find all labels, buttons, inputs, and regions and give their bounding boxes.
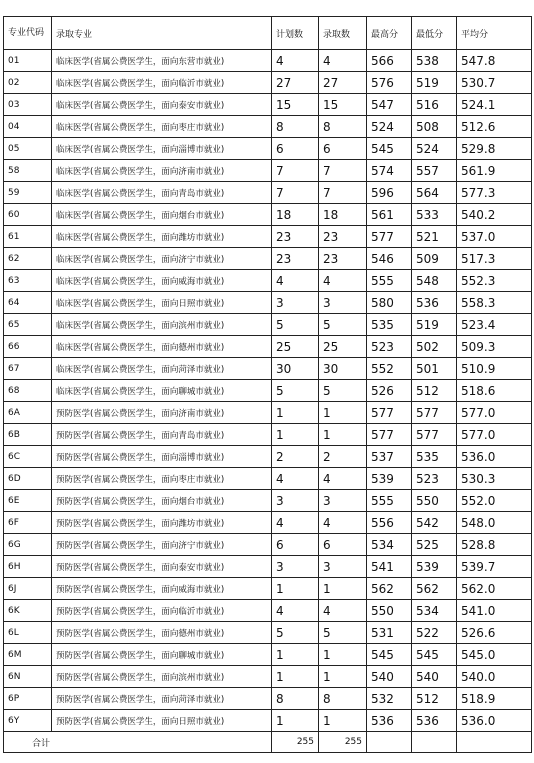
cell-code: 03 [4, 94, 52, 116]
cell-avg: 509.3 [457, 336, 532, 358]
cell-admitted: 5 [319, 622, 367, 644]
table-row [4, 446, 532, 468]
cell-admitted: 1 [319, 644, 367, 666]
table-row [4, 512, 532, 534]
cell-plan: 5 [272, 380, 319, 402]
table-row [4, 644, 532, 666]
cell-major: 预防医学(省属公费医学生，面向威海市就业) [52, 578, 272, 600]
cell-min: 522 [412, 622, 457, 644]
header-plan: 计划数 [272, 17, 319, 50]
cell-max: 536 [367, 710, 412, 732]
cell-max: 574 [367, 160, 412, 182]
cell-min: 535 [412, 446, 457, 468]
cell-code: 6C [4, 446, 52, 468]
cell-code: 6H [4, 556, 52, 578]
cell-code: 59 [4, 182, 52, 204]
table-row [4, 182, 532, 204]
cell-avg: 558.3 [457, 292, 532, 314]
table-row [4, 490, 532, 512]
cell-admitted: 7 [319, 182, 367, 204]
cell-min: 548 [412, 270, 457, 292]
admission-scores-table [3, 16, 532, 753]
table-row [4, 314, 532, 336]
cell-code: 65 [4, 314, 52, 336]
cell-code: 63 [4, 270, 52, 292]
cell-major: 临床医学(省属公费医学生，面向日照市就业) [52, 292, 272, 314]
cell-admitted: 1 [319, 402, 367, 424]
cell-plan: 8 [272, 688, 319, 710]
cell-major: 预防医学(省属公费医学生，面向德州市就业) [52, 622, 272, 644]
table-row [4, 226, 532, 248]
cell-major: 临床医学(省属公费医学生，面向德州市就业) [52, 336, 272, 358]
cell-code: 01 [4, 50, 52, 72]
cell-avg: 545.0 [457, 644, 532, 666]
cell-admitted: 7 [319, 160, 367, 182]
cell-plan: 23 [272, 248, 319, 270]
cell-max: 523 [367, 336, 412, 358]
cell-plan: 4 [272, 270, 319, 292]
cell-code: 66 [4, 336, 52, 358]
cell-min: 545 [412, 644, 457, 666]
cell-max: 541 [367, 556, 412, 578]
cell-max: 539 [367, 468, 412, 490]
table-row [4, 534, 532, 556]
cell-plan: 8 [272, 116, 319, 138]
cell-plan: 2 [272, 446, 319, 468]
cell-plan: 4 [272, 512, 319, 534]
total-plan: 255 [272, 732, 319, 753]
cell-code: 6P [4, 688, 52, 710]
cell-admitted: 3 [319, 292, 367, 314]
admission-table-container [3, 16, 532, 753]
cell-max: 566 [367, 50, 412, 72]
header-min: 最低分 [412, 17, 457, 50]
cell-max: 580 [367, 292, 412, 314]
table-row [4, 556, 532, 578]
cell-major: 预防医学(省属公费医学生，面向枣庄市就业) [52, 468, 272, 490]
cell-major: 临床医学(省属公费医学生，面向济南市就业) [52, 160, 272, 182]
cell-max: 561 [367, 204, 412, 226]
cell-min: 538 [412, 50, 457, 72]
cell-max: 577 [367, 424, 412, 446]
header-avg: 平均分 [457, 17, 532, 50]
header-code: 专业代码 [4, 17, 52, 50]
cell-avg: 510.9 [457, 358, 532, 380]
cell-admitted: 1 [319, 666, 367, 688]
cell-code: 68 [4, 380, 52, 402]
cell-major: 临床医学(省属公费医学生，面向东营市就业) [52, 50, 272, 72]
cell-major: 临床医学(省属公费医学生，面向烟台市就业) [52, 204, 272, 226]
cell-admitted: 27 [319, 72, 367, 94]
cell-max: 545 [367, 138, 412, 160]
cell-avg: 547.8 [457, 50, 532, 72]
cell-plan: 7 [272, 160, 319, 182]
cell-major: 预防医学(省属公费医学生，面向青岛市就业) [52, 424, 272, 446]
cell-min: 539 [412, 556, 457, 578]
cell-plan: 1 [272, 402, 319, 424]
cell-code: 6J [4, 578, 52, 600]
cell-code: 6Y [4, 710, 52, 732]
cell-code: 04 [4, 116, 52, 138]
table-header-row [4, 17, 532, 50]
cell-admitted: 15 [319, 94, 367, 116]
cell-code: 6K [4, 600, 52, 622]
cell-max: 552 [367, 358, 412, 380]
cell-admitted: 1 [319, 424, 367, 446]
cell-min: 577 [412, 402, 457, 424]
cell-min: 562 [412, 578, 457, 600]
cell-major: 预防医学(省属公费医学生，面向淄博市就业) [52, 446, 272, 468]
cell-avg: 536.0 [457, 446, 532, 468]
total-row [4, 732, 532, 753]
cell-admitted: 25 [319, 336, 367, 358]
cell-avg: 536.0 [457, 710, 532, 732]
cell-major: 临床医学(省属公费医学生，面向淄博市就业) [52, 138, 272, 160]
cell-avg: 562.0 [457, 578, 532, 600]
cell-avg: 548.0 [457, 512, 532, 534]
cell-major: 临床医学(省属公费医学生，面向滨州市就业) [52, 314, 272, 336]
table-row [4, 336, 532, 358]
cell-min: 516 [412, 94, 457, 116]
table-row [4, 248, 532, 270]
table-row [4, 666, 532, 688]
cell-admitted: 23 [319, 248, 367, 270]
cell-max: 577 [367, 226, 412, 248]
table-row [4, 578, 532, 600]
cell-avg: 577.3 [457, 182, 532, 204]
cell-code: 6M [4, 644, 52, 666]
cell-code: 6E [4, 490, 52, 512]
cell-major: 临床医学(省属公费医学生，面向枣庄市就业) [52, 116, 272, 138]
cell-major: 临床医学(省属公费医学生，面向聊城市就业) [52, 380, 272, 402]
cell-max: 562 [367, 578, 412, 600]
table-row [4, 688, 532, 710]
total-empty-max [367, 732, 412, 753]
table-row [4, 600, 532, 622]
table-row [4, 358, 532, 380]
cell-admitted: 4 [319, 50, 367, 72]
cell-major: 临床医学(省属公费医学生，面向临沂市就业) [52, 72, 272, 94]
cell-min: 501 [412, 358, 457, 380]
cell-plan: 3 [272, 292, 319, 314]
cell-max: 577 [367, 402, 412, 424]
cell-max: 555 [367, 490, 412, 512]
total-empty-min [412, 732, 457, 753]
cell-max: 535 [367, 314, 412, 336]
cell-major: 预防医学(省属公费医学生，面向滨州市就业) [52, 666, 272, 688]
cell-admitted: 1 [319, 578, 367, 600]
cell-min: 508 [412, 116, 457, 138]
cell-major: 临床医学(省属公费医学生，面向威海市就业) [52, 270, 272, 292]
cell-admitted: 5 [319, 380, 367, 402]
cell-admitted: 3 [319, 556, 367, 578]
cell-max: 555 [367, 270, 412, 292]
total-admitted: 255 [319, 732, 367, 753]
cell-min: 557 [412, 160, 457, 182]
cell-major: 临床医学(省属公费医学生，面向潍坊市就业) [52, 226, 272, 248]
cell-plan: 23 [272, 226, 319, 248]
cell-plan: 1 [272, 424, 319, 446]
table-row [4, 72, 532, 94]
cell-max: 546 [367, 248, 412, 270]
cell-plan: 30 [272, 358, 319, 380]
cell-plan: 5 [272, 314, 319, 336]
table-row [4, 402, 532, 424]
cell-max: 537 [367, 446, 412, 468]
cell-min: 542 [412, 512, 457, 534]
cell-code: 64 [4, 292, 52, 314]
cell-plan: 4 [272, 50, 319, 72]
cell-avg: 530.7 [457, 72, 532, 94]
cell-major: 预防医学(省属公费医学生，面向聊城市就业) [52, 644, 272, 666]
cell-min: 533 [412, 204, 457, 226]
cell-avg: 577.0 [457, 402, 532, 424]
cell-major: 预防医学(省属公费医学生，面向日照市就业) [52, 710, 272, 732]
cell-code: 6L [4, 622, 52, 644]
cell-plan: 7 [272, 182, 319, 204]
cell-max: 540 [367, 666, 412, 688]
table-row [4, 270, 532, 292]
cell-min: 577 [412, 424, 457, 446]
header-max: 最高分 [367, 17, 412, 50]
cell-min: 519 [412, 314, 457, 336]
cell-code: 60 [4, 204, 52, 226]
cell-plan: 4 [272, 600, 319, 622]
cell-admitted: 1 [319, 710, 367, 732]
cell-avg: 537.0 [457, 226, 532, 248]
cell-code: 67 [4, 358, 52, 380]
cell-max: 550 [367, 600, 412, 622]
cell-avg: 518.6 [457, 380, 532, 402]
table-row [4, 424, 532, 446]
cell-admitted: 30 [319, 358, 367, 380]
cell-code: 62 [4, 248, 52, 270]
cell-admitted: 3 [319, 490, 367, 512]
cell-admitted: 2 [319, 446, 367, 468]
cell-admitted: 6 [319, 534, 367, 556]
table-row [4, 160, 532, 182]
cell-plan: 27 [272, 72, 319, 94]
cell-major: 临床医学(省属公费医学生，面向济宁市就业) [52, 248, 272, 270]
cell-avg: 552.0 [457, 490, 532, 512]
cell-avg: 517.3 [457, 248, 532, 270]
cell-max: 534 [367, 534, 412, 556]
cell-plan: 1 [272, 666, 319, 688]
cell-plan: 15 [272, 94, 319, 116]
cell-admitted: 23 [319, 226, 367, 248]
cell-min: 523 [412, 468, 457, 490]
cell-avg: 526.6 [457, 622, 532, 644]
cell-max: 547 [367, 94, 412, 116]
cell-major: 预防医学(省属公费医学生，面向潍坊市就业) [52, 512, 272, 534]
cell-admitted: 6 [319, 138, 367, 160]
cell-max: 545 [367, 644, 412, 666]
cell-code: 6B [4, 424, 52, 446]
cell-min: 502 [412, 336, 457, 358]
cell-plan: 1 [272, 644, 319, 666]
cell-admitted: 5 [319, 314, 367, 336]
cell-code: 6F [4, 512, 52, 534]
cell-min: 524 [412, 138, 457, 160]
cell-max: 596 [367, 182, 412, 204]
cell-avg: 524.1 [457, 94, 532, 116]
cell-avg: 523.4 [457, 314, 532, 336]
cell-max: 526 [367, 380, 412, 402]
cell-max: 532 [367, 688, 412, 710]
header-major: 录取专业 [52, 17, 272, 50]
cell-avg: 540.2 [457, 204, 532, 226]
cell-admitted: 4 [319, 600, 367, 622]
header-admitted: 录取数 [319, 17, 367, 50]
cell-major: 预防医学(省属公费医学生，面向济南市就业) [52, 402, 272, 424]
cell-code: 6D [4, 468, 52, 490]
cell-admitted: 18 [319, 204, 367, 226]
cell-min: 550 [412, 490, 457, 512]
total-label: 合计 [4, 732, 272, 753]
cell-avg: 541.0 [457, 600, 532, 622]
cell-max: 556 [367, 512, 412, 534]
cell-major: 临床医学(省属公费医学生，面向青岛市就业) [52, 182, 272, 204]
cell-avg: 528.8 [457, 534, 532, 556]
cell-min: 534 [412, 600, 457, 622]
cell-plan: 25 [272, 336, 319, 358]
cell-avg: 512.6 [457, 116, 532, 138]
cell-max: 576 [367, 72, 412, 94]
cell-admitted: 4 [319, 512, 367, 534]
cell-admitted: 8 [319, 688, 367, 710]
cell-major: 预防医学(省属公费医学生，面向济宁市就业) [52, 534, 272, 556]
cell-avg: 529.8 [457, 138, 532, 160]
cell-plan: 6 [272, 534, 319, 556]
cell-admitted: 8 [319, 116, 367, 138]
cell-min: 521 [412, 226, 457, 248]
cell-min: 540 [412, 666, 457, 688]
cell-major: 临床医学(省属公费医学生，面向菏泽市就业) [52, 358, 272, 380]
cell-plan: 3 [272, 556, 319, 578]
cell-code: 61 [4, 226, 52, 248]
total-empty-avg [457, 732, 532, 753]
cell-avg: 552.3 [457, 270, 532, 292]
cell-plan: 3 [272, 490, 319, 512]
cell-plan: 4 [272, 468, 319, 490]
cell-plan: 1 [272, 578, 319, 600]
cell-plan: 6 [272, 138, 319, 160]
table-row [4, 116, 532, 138]
table-row [4, 204, 532, 226]
cell-min: 564 [412, 182, 457, 204]
cell-code: 58 [4, 160, 52, 182]
table-row [4, 710, 532, 732]
cell-major: 预防医学(省属公费医学生，面向烟台市就业) [52, 490, 272, 512]
cell-min: 512 [412, 688, 457, 710]
cell-plan: 18 [272, 204, 319, 226]
table-row [4, 94, 532, 116]
cell-min: 536 [412, 710, 457, 732]
cell-max: 531 [367, 622, 412, 644]
cell-admitted: 4 [319, 270, 367, 292]
cell-code: 6A [4, 402, 52, 424]
cell-major: 临床医学(省属公费医学生，面向泰安市就业) [52, 94, 272, 116]
table-row [4, 292, 532, 314]
cell-min: 512 [412, 380, 457, 402]
cell-code: 6N [4, 666, 52, 688]
cell-code: 6G [4, 534, 52, 556]
table-row [4, 468, 532, 490]
cell-avg: 530.3 [457, 468, 532, 490]
cell-major: 预防医学(省属公费医学生，面向泰安市就业) [52, 556, 272, 578]
cell-min: 519 [412, 72, 457, 94]
cell-avg: 561.9 [457, 160, 532, 182]
cell-avg: 539.7 [457, 556, 532, 578]
cell-code: 05 [4, 138, 52, 160]
table-row [4, 50, 532, 72]
table-row [4, 380, 532, 402]
cell-avg: 577.0 [457, 424, 532, 446]
cell-min: 509 [412, 248, 457, 270]
cell-min: 536 [412, 292, 457, 314]
cell-plan: 5 [272, 622, 319, 644]
cell-major: 预防医学(省属公费医学生，面向临沂市就业) [52, 600, 272, 622]
cell-major: 预防医学(省属公费医学生，面向菏泽市就业) [52, 688, 272, 710]
table-row [4, 622, 532, 644]
cell-avg: 540.0 [457, 666, 532, 688]
cell-admitted: 4 [319, 468, 367, 490]
table-row [4, 138, 532, 160]
cell-code: 02 [4, 72, 52, 94]
cell-min: 525 [412, 534, 457, 556]
cell-max: 524 [367, 116, 412, 138]
cell-plan: 1 [272, 710, 319, 732]
cell-avg: 518.9 [457, 688, 532, 710]
